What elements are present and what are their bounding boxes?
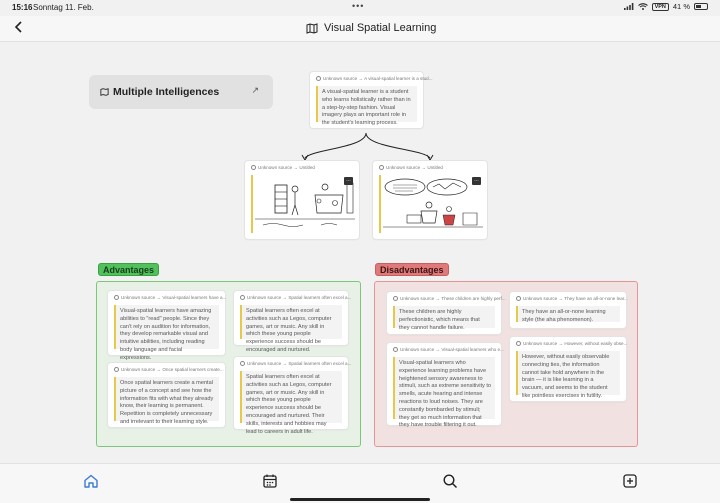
source-icon <box>114 367 119 372</box>
card-text: They have an all-or-none learning style (the aha phenomenon). <box>516 306 620 322</box>
disadvantages-card[interactable] <box>387 343 504 429</box>
more-icon[interactable]: … <box>346 177 351 183</box>
source-icon <box>516 296 521 301</box>
status-bar <box>0 0 720 16</box>
multitasking-dots-icon[interactable]: ••• <box>352 1 365 11</box>
tab-calendar[interactable] <box>262 473 278 489</box>
card-source: Unknown source → However, without easily obse... <box>523 341 628 346</box>
map-icon <box>306 23 318 34</box>
card-text: Visual-spatial learners who experience learning problems have heightened sensory awareness to stimuli, such as extreme sensitivity to smells, acute hearing and intense reactions to loud noises. They are constantly bombarded by stimuli; they get so much information that they have trouble filtering it out. <box>393 357 495 419</box>
advantages-card[interactable] <box>234 357 352 435</box>
mind-map-canvas[interactable] <box>0 43 720 463</box>
home-icon <box>83 473 99 489</box>
disadvantages-card[interactable] <box>387 292 506 334</box>
search-icon <box>442 473 458 489</box>
card-source: Unknown source → A visual-spatial learner is a stud... <box>323 76 433 81</box>
card-source: Unknown source → Visual-spatial learners who e... <box>400 347 504 352</box>
arrow-up-right-icon: ↗ <box>251 85 259 95</box>
chevron-left-icon <box>14 21 24 33</box>
tab-home[interactable] <box>83 473 99 489</box>
card-source: Unknown source → Untitled <box>258 165 315 170</box>
back-button[interactable] <box>14 20 24 38</box>
card-source: Unknown source → These children are highly perf... <box>400 296 506 301</box>
wifi-icon <box>638 3 648 10</box>
card-source: Unknown source → Visual-spatial learners have a... <box>121 295 227 300</box>
advantages-card[interactable] <box>234 291 352 353</box>
source-icon <box>240 361 245 366</box>
nav-title-group <box>306 22 436 34</box>
status-time: 15:16 <box>12 3 33 12</box>
advantages-card[interactable] <box>108 291 227 361</box>
card-text: Spatial learners often excel at activities such as Legos, computer games, art or music. Any skill in which these young people experience success should be encouraged and nurtured. Their skills, interests and hobbies may lead to careers in adult life. <box>240 371 342 423</box>
add-icon <box>622 473 638 489</box>
home-indicator[interactable] <box>290 498 430 501</box>
card-source: Unknown source → Spatial learners often excel a... <box>247 295 352 300</box>
card-text: Spatial learners often excel at activities such as Legos, computer games, art or music. Any skill in which these young people experience success should be encouraged and nurtured. <box>240 305 342 339</box>
page-title: Visual Spatial Learning <box>324 22 437 34</box>
signal-icon <box>624 3 634 10</box>
image-card-right[interactable] <box>373 161 487 239</box>
multiple-intelligences-label: Multiple Intelligences <box>113 86 220 98</box>
map-icon <box>100 88 109 96</box>
card-text: A visual-spatial learner is a student who learns holistically rather than in a step-by-step fashion. Visual imagery plays an important role in the student's learning process. <box>316 86 417 122</box>
vpn-badge: VPN <box>652 3 669 11</box>
disadvantages-card[interactable] <box>510 337 626 401</box>
disadvantages-label[interactable]: Disadvantages <box>375 263 449 276</box>
multiple-intelligences-link[interactable] <box>89 75 273 109</box>
card-source: Unknown source → Spatial learners often excel a... <box>247 361 352 366</box>
card-text: However, without easily observable connecting ties, the information cannot take hold anywhere in the brain — it is like learning in a vacuum, and seems to the student like pointless exercises in futility. <box>516 351 620 395</box>
tab-bar <box>0 463 720 503</box>
source-icon <box>393 296 398 301</box>
image-card-left[interactable] <box>245 161 359 239</box>
card-source: Unknown source → Untitled <box>386 165 443 170</box>
tab-search[interactable] <box>442 473 458 489</box>
cartoon-image-left <box>251 175 353 233</box>
calendar-icon <box>262 473 278 489</box>
card-source: Unknown source → They have an all-or-none lear... <box>523 296 628 301</box>
source-icon <box>379 165 384 170</box>
source-icon <box>240 295 245 300</box>
source-icon <box>316 76 321 81</box>
tab-add[interactable] <box>622 473 638 489</box>
battery-percent: 41 % <box>672 2 690 11</box>
card-source: Unknown source → Once spatial learners create... <box>121 367 224 372</box>
source-icon <box>251 165 256 170</box>
source-icon <box>516 341 521 346</box>
more-icon[interactable]: … <box>474 177 479 183</box>
top-card[interactable] <box>310 72 433 128</box>
advantages-card[interactable] <box>108 363 225 427</box>
source-icon <box>114 295 119 300</box>
card-text: Visual-spatial learners have amazing abilities to "read" people. Since they can't rely on audition for information, they develop remarkable visual and intuitive abilities, including reading body language and facial expressions. <box>114 305 219 349</box>
card-text: Once spatial learners create a mental picture of a concept and see how the information fits with what they already know, their learning is permanent. Repetition is completely unnecessary and irrelevant to their learning style. <box>114 377 219 421</box>
card-text: These children are highly perfectionistic, which means that they cannot handle failure. <box>393 306 495 328</box>
cartoon-image-right <box>379 175 481 233</box>
battery-icon <box>694 3 708 10</box>
disadvantages-card[interactable] <box>510 292 626 328</box>
status-indicators <box>624 2 708 11</box>
nav-bar <box>0 16 720 42</box>
status-date: Sonntag 11. Feb. <box>33 3 94 12</box>
advantages-label[interactable]: Advantages <box>98 263 159 276</box>
source-icon <box>393 347 398 352</box>
